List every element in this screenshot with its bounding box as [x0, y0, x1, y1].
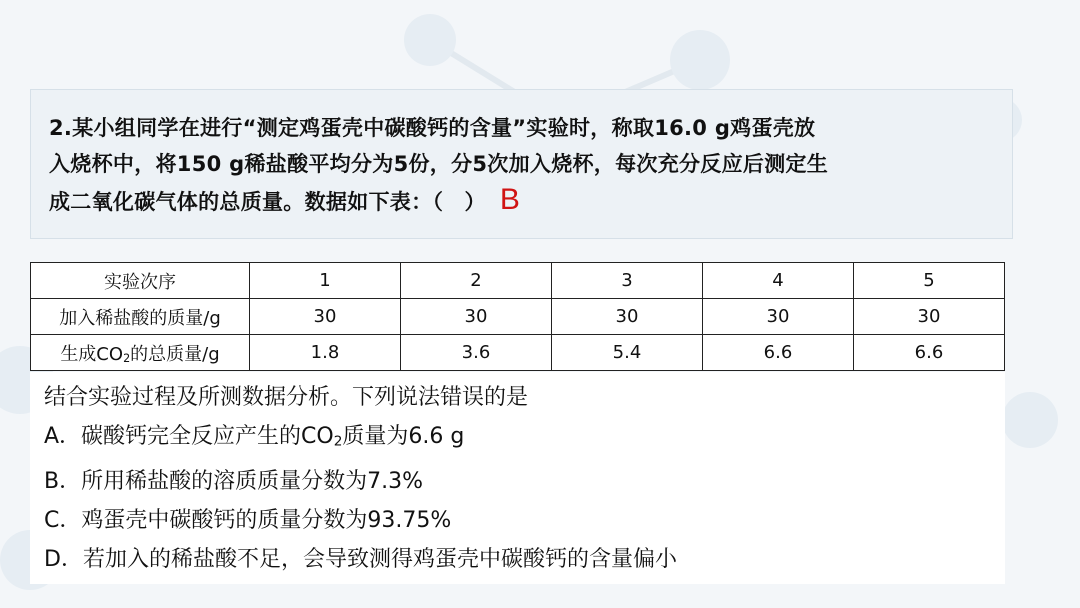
- table-cell: 3: [552, 263, 703, 299]
- label-pre: 生成CO: [60, 343, 124, 365]
- question-line-1: 2.某小组同学在进行“测定鸡蛋壳中碳酸钙的含量”实验时，称取16.0 g鸡蛋壳放: [49, 116, 816, 140]
- question-line-2: 入烧杯中，将150 g稀盐酸平均分为5份，分5次加入烧杯，每次充分反应后测定生: [49, 152, 829, 176]
- table-cell: 2: [401, 263, 552, 299]
- table-cell: 30: [401, 299, 552, 335]
- label-sub: 2: [123, 351, 131, 365]
- question-line-3-text: 成二氧化碳气体的总质量。数据如下表：（ ）: [49, 190, 486, 214]
- question-prompt: 结合实验过程及所测数据分析。下列说法错误的是: [44, 385, 529, 410]
- table-cell: 6.6: [703, 335, 854, 371]
- option-a-pre: A．碳酸钙完全反应产生的CO: [44, 424, 334, 449]
- table-cell: 30: [854, 299, 1005, 335]
- option-b: B．所用稀盐酸的溶质质量分数为7.3%: [44, 468, 423, 494]
- option-a-sub: 2: [333, 433, 343, 450]
- answer-mark: B: [499, 183, 521, 216]
- option-c: C．鸡蛋壳中碳酸钙的质量分数为93.75%: [44, 507, 452, 533]
- table-cell: 30: [250, 299, 401, 335]
- experiment-data-table: [30, 262, 1005, 371]
- table-row-co2: [31, 335, 1005, 371]
- table-cell: 5.4: [552, 335, 703, 371]
- table-cell: 4: [703, 263, 854, 299]
- table-header-row: [31, 263, 1005, 299]
- label-post: 的总质量/g: [130, 343, 220, 365]
- option-a-post: 质量为6.6 g: [342, 424, 465, 449]
- table-cell: 3.6: [401, 335, 552, 371]
- table-cell: 6.6: [854, 335, 1005, 371]
- table-cell: 1: [250, 263, 401, 299]
- question-line-3: [49, 182, 1004, 220]
- table-row-label: 加入稀盐酸的质量/g: [31, 299, 250, 335]
- question-box: [30, 89, 1013, 239]
- table-row-label: 实验次序: [31, 263, 250, 299]
- table-cell: 30: [703, 299, 854, 335]
- table-row-label: [31, 335, 250, 371]
- table-cell: 1.8: [250, 335, 401, 371]
- table-cell: 5: [854, 263, 1005, 299]
- table-cell: 30: [552, 299, 703, 335]
- question-stem: [49, 110, 1004, 220]
- option-a: [44, 417, 677, 462]
- option-d: D．若加入的稀盐酸不足，会导致测得鸡蛋壳中碳酸钙的含量偏小: [44, 546, 677, 572]
- options-box: [30, 372, 1005, 584]
- table-row-acid: [31, 299, 1005, 335]
